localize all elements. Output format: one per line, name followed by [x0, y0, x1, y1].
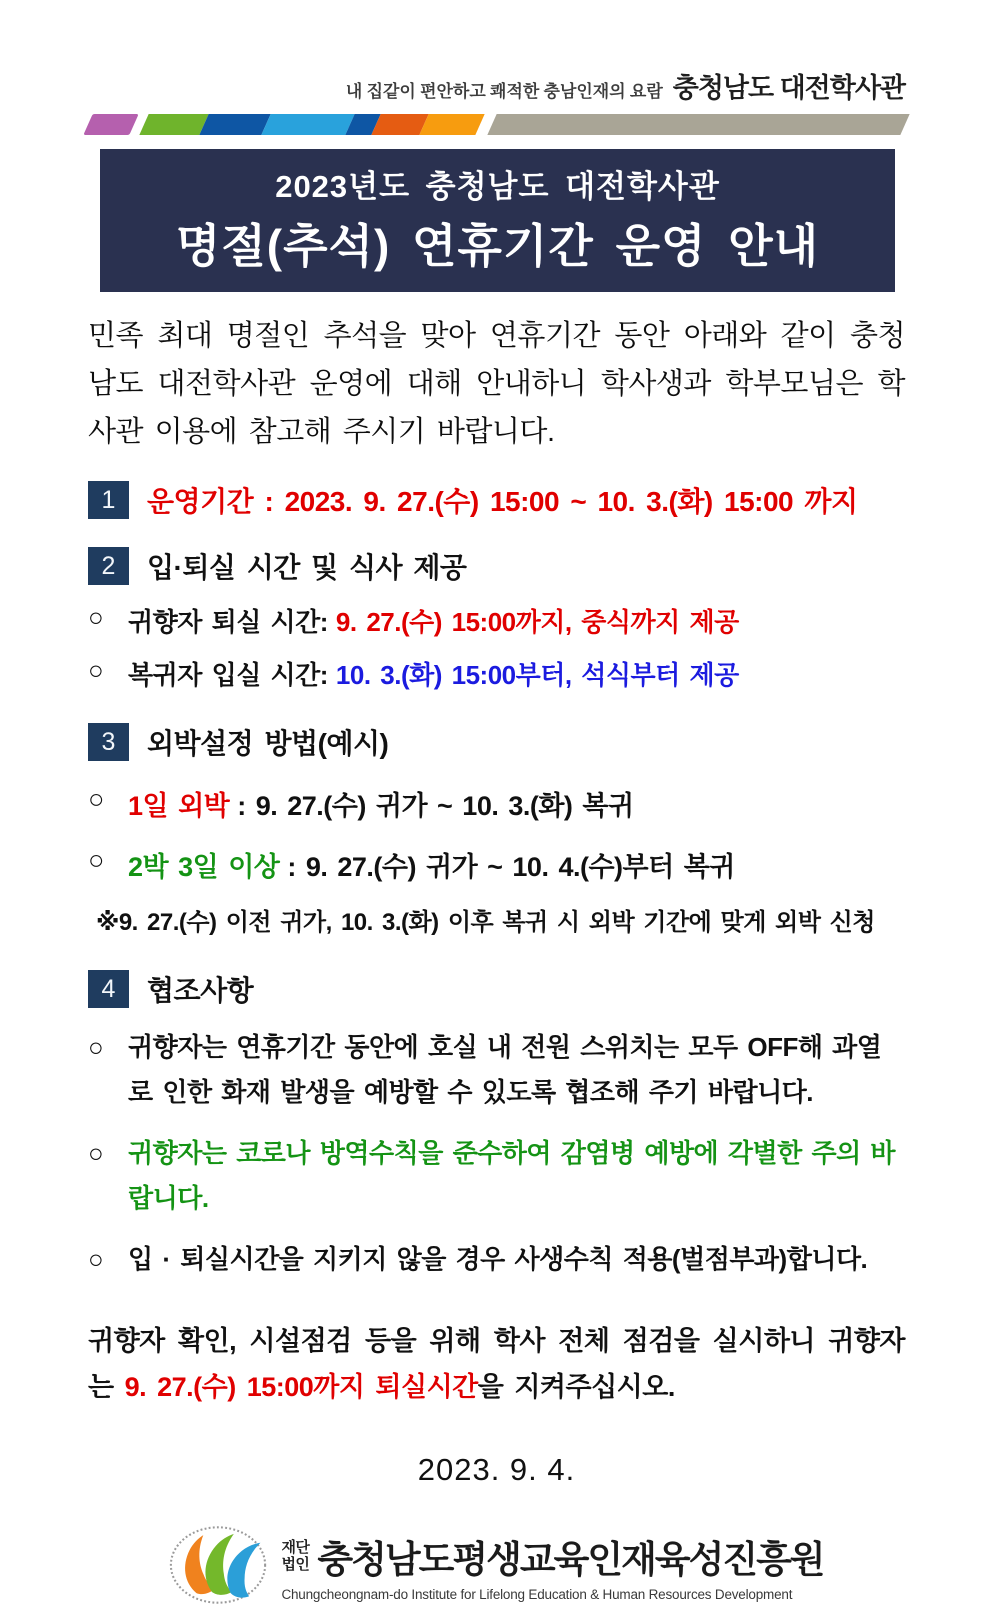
foundation-line-1: 재단: [281, 1538, 310, 1556]
section-2-number-badge: 2: [88, 547, 129, 585]
stripe-segment-green: [139, 114, 208, 135]
document-date: 2023. 9. 4.: [417, 1452, 576, 1487]
stripe-segment-purple: [83, 114, 138, 135]
stripe-segment-dark-blue: [199, 114, 270, 135]
bullet-content: [128, 602, 905, 639]
overnight-note: ※9. 27.(수) 이전 귀가, 10. 3.(화) 이후 복귀 시 외박 기간에 맞게 외박 신청: [96, 909, 875, 936]
section-3-number-badge: 3: [88, 723, 129, 761]
section-1-header: [88, 480, 905, 520]
bullet-marker: ○: [88, 1244, 104, 1274]
org-english-name: Chungcheongnam-do Institute for Lifelong Education & Human Resources Development: [281, 1586, 793, 1602]
foundation-line-2: 법인: [281, 1555, 310, 1573]
org-logo-text: [281, 1529, 823, 1602]
bullet-power-off: [88, 1025, 905, 1115]
bullet-value-blue: 10. 3.(화) 15:00부터, 석식부터 제공: [335, 660, 739, 690]
intro-paragraph: 민족 최대 명절인 추석을 맞아 연휴기간 동안 아래와 같이 충청남도 대전학사관 운영에 대해 안내하니 학사생과 학부모님은 학사관 이용에 참고해 주시기 바랍니다.: [88, 320, 905, 448]
section-4-title: 협조사항: [147, 975, 254, 1006]
bullet-marker: ○: [88, 1032, 104, 1062]
bullet-content: 입 · 퇴실시간을 지키지 않을 경우 사생수칙 적용(벌점부과)합니다.: [128, 1244, 868, 1274]
section-cooperation: [88, 969, 905, 1282]
bullet-checkout-time: [88, 602, 905, 639]
bullet-rest: : 9. 27.(수) 귀가 ~ 10. 3.(화) 복귀: [237, 791, 634, 821]
bullet-content: [128, 655, 905, 692]
section-overnight-setting: [88, 722, 905, 937]
org-name-row: [281, 1529, 823, 1583]
bullet-value-red: 9. 27.(수) 15:00까지, 중식까지 제공: [335, 607, 739, 637]
org-mark-icon: [169, 1522, 267, 1608]
bullet-content: 귀향자는 연휴기간 동안에 호실 내 전원 스위치는 모두 OFF해 과열로 인한 화재 발생을 예방할 수 있도록 협조해 주기 바랍니다.: [128, 1032, 882, 1107]
stripe-segment-sky-blue: [261, 114, 354, 135]
section-3-header: [88, 722, 905, 762]
bullet-checkin-time: [88, 655, 905, 692]
closing-paragraph: [88, 1318, 905, 1410]
bullet-covid-rules: [88, 1131, 905, 1221]
section-1-number-badge: 1: [88, 481, 129, 519]
bullet-marker: ○: [88, 602, 104, 632]
stripe-segment-orange: [419, 114, 484, 135]
closing-pre: 귀향자 확인, 시설점검 등을 위해 학사 전체 점검을 실시하니 귀향자는: [88, 1326, 905, 1402]
bullet-rest: : 9. 27.(수) 귀가 ~ 10. 4.(수)부터 복귀: [287, 852, 735, 882]
section-2-title: 입·퇴실 시간 및 식사 제공: [147, 552, 467, 583]
masthead-slogan: 내 집같이 편안하고 쾌적한 충남인재의 요람: [345, 82, 663, 101]
bullet-content: [128, 784, 905, 823]
title-banner: [100, 149, 895, 292]
banner-subtitle: 2023년도 충청남도 대전학사관: [275, 169, 720, 204]
bullet-multi-day-overnight: [88, 845, 905, 884]
section-checkin-checkout: [88, 546, 905, 692]
section-1-title: 운영기간 : 2023. 9. 27.(수) 15:00 ~ 10. 3.(화) 15:00 까지: [147, 486, 858, 517]
foundation-type: [281, 1539, 309, 1573]
bullet-marker: ○: [88, 1138, 104, 1168]
closing-post: 을 지켜주십시오.: [477, 1372, 675, 1402]
banner-title: 명절(추석) 연휴기간 운영 안내: [175, 220, 820, 272]
bullet-marker: ○: [88, 845, 104, 875]
bullet-content: [128, 845, 905, 884]
bullet-label: 복귀자 입실 시간:: [128, 660, 328, 690]
section-3-title: 외박설정 방법(예시): [147, 728, 389, 759]
bullet-content: 귀향자는 코로나 방역수칙을 준수하여 감염병 예방에 각별한 주의 바랍니다.: [128, 1138, 896, 1213]
bullet-penalty: [88, 1237, 905, 1282]
closing-highlight: 9. 27.(수) 15:00까지 퇴실시간: [124, 1372, 478, 1402]
stripe-segment-gray-bar: [487, 114, 909, 135]
section-2-header: [88, 546, 905, 586]
org-name: 충청남도평생교육인재육성진흥원: [317, 1538, 824, 1580]
notice-document: [0, 66, 992, 1602]
section-4-number-badge: 4: [88, 970, 129, 1008]
footer-logo: [88, 1522, 905, 1608]
bullet-marker: ○: [88, 784, 104, 814]
bullet-marker: ○: [88, 655, 104, 685]
bullet-highlight-red: 1일 외박: [128, 791, 230, 821]
bullet-one-day-overnight: [88, 784, 905, 823]
masthead: [88, 66, 905, 105]
bullet-highlight-green: 2박 3일 이상: [128, 852, 280, 882]
section-operating-period: [88, 480, 905, 520]
section-4-header: [88, 969, 905, 1009]
color-stripe: [88, 114, 905, 135]
bullet-label: 귀향자 퇴실 시간:: [128, 607, 328, 637]
masthead-brand: 충청남도 대전학사관: [672, 73, 905, 103]
